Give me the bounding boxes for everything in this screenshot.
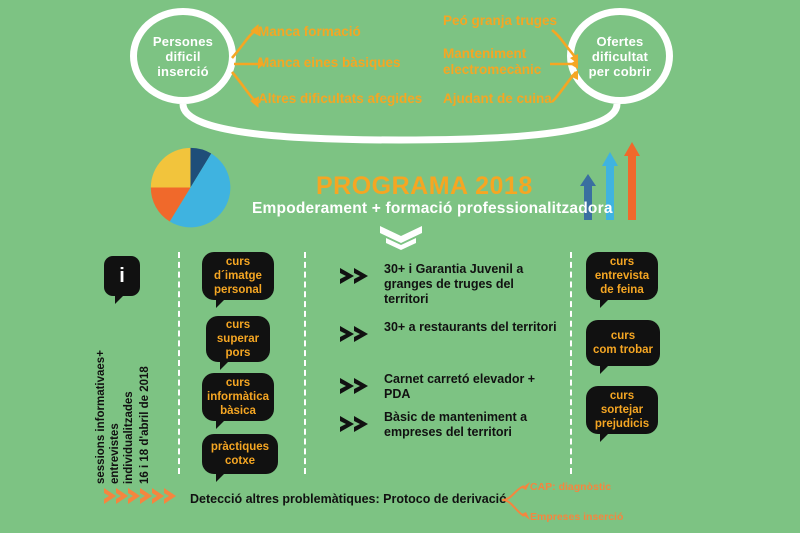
- circle-right-text: [589, 34, 652, 79]
- chevron-down-icon: [376, 224, 426, 252]
- circle-left-line2: dificil: [165, 48, 201, 64]
- vertical-line-3: individualitzades: [123, 391, 135, 484]
- center-item-2: Carnet carretó elevador + PDA: [384, 372, 536, 401]
- speech-tail: [216, 473, 225, 482]
- course-3-line-0: pràctiques: [210, 441, 270, 453]
- course-2-line-2: bàsica: [220, 405, 256, 417]
- chevron-right-icon-2: [338, 324, 378, 344]
- course-r2-line-1: sortejar: [600, 404, 644, 416]
- center-item-3: Bàsic de manteniment a empreses del territori: [384, 410, 528, 439]
- course-box-practiques-cotxe[interactable]: [202, 434, 278, 474]
- program-title: PROGRAMA 2018: [316, 172, 533, 200]
- course-0-line-0: curs: [225, 256, 251, 268]
- course-1-line-0: curs: [225, 319, 251, 331]
- circle-right-line1: Ofertes: [596, 33, 644, 49]
- circle-left-line3: inserció: [157, 63, 209, 79]
- course-r0-line-2: de feina: [600, 284, 644, 296]
- center-item-0: 30+ i Garantia Juvenil a granges de truges del territori: [384, 262, 524, 306]
- course-2-line-1: informàtica: [207, 391, 269, 403]
- vertical-label-dates: [138, 366, 152, 484]
- course-r1-line-1: com trobar: [592, 344, 654, 356]
- vertical-label-individualitzades: [122, 391, 136, 484]
- course-2-line-0: curs: [225, 377, 251, 389]
- course-r2-line-0: curs: [609, 390, 635, 402]
- course-3-line-1: cotxe: [224, 455, 256, 467]
- speech-tail: [115, 295, 124, 304]
- vertical-label-entrevistes: [108, 423, 122, 484]
- course-0-line-1: d´imatge: [214, 270, 262, 282]
- divider-2: [304, 252, 306, 474]
- speech-tail: [600, 299, 609, 308]
- label-altres-dificultats: Altres dificultats afegides: [258, 91, 423, 106]
- vertical-line-4: 16 i 18 d'abril de 2018: [139, 366, 151, 484]
- speech-tail: [600, 365, 609, 374]
- course-box-imatge-personal[interactable]: [202, 252, 274, 300]
- chevron-right-icon-3: [338, 376, 378, 396]
- label-manteniment-electromecanic: [443, 46, 543, 78]
- info-icon-box[interactable]: [104, 256, 140, 296]
- speech-tail: [216, 420, 225, 429]
- label-manca-eines: Manca eines bàsiques: [258, 55, 401, 70]
- label-ajudant-cuina: Ajudant de cuina: [443, 91, 552, 106]
- info-icon: i: [119, 264, 125, 287]
- course-box-com-trobar-ofertes[interactable]: [586, 320, 660, 366]
- label-manca-formacio: Manca formació: [258, 24, 361, 39]
- circle-right-line2: dificultat: [591, 48, 649, 64]
- circle-ofertes-dificultat: [567, 8, 673, 104]
- course-r0-line-1: entrevista: [594, 270, 650, 282]
- course-1-line-1: superar: [216, 333, 260, 345]
- course-r2-line-2: prejudicis: [594, 418, 650, 430]
- circle-left-text: [153, 34, 213, 79]
- circle-right-line3: per cobrir: [588, 63, 652, 79]
- course-0-line-2: personal: [214, 284, 262, 296]
- vertical-line-1: sessions informativaes+: [95, 350, 107, 484]
- divider-1: [178, 252, 180, 474]
- divider-3: [570, 252, 572, 474]
- outcome-empreses-insercio: Empreses inserció: [530, 511, 624, 523]
- course-box-entrevista-feina[interactable]: [586, 252, 658, 300]
- bottom-label: Detecció altres problemàtiques: Protoco de derivació: [190, 492, 507, 506]
- circle-left-line1: Persones: [152, 33, 214, 49]
- speech-tail: [600, 433, 609, 442]
- center-item-1: 30+ a restaurants del territori: [384, 320, 557, 334]
- course-r0-line-0: curs: [609, 256, 635, 268]
- label-peo-granja: Peó granja truges: [443, 13, 558, 28]
- course-1-line-2: pors: [225, 347, 251, 359]
- pie-chart: [143, 145, 238, 230]
- course-box-superar-pors[interactable]: [206, 316, 270, 362]
- outcome-cap-diagnostic: CAP: diagnòstic: [530, 481, 612, 493]
- course-r1-line-0: curs: [610, 330, 636, 342]
- course-box-informatica-basica[interactable]: [202, 373, 274, 421]
- vertical-label-sessions: [94, 350, 108, 484]
- chevrons-right-bottom-icon: [104, 486, 184, 508]
- speech-tail: [220, 361, 229, 370]
- program-subtitle: Empoderament + formació professionalitzadora: [252, 200, 613, 217]
- top-connector-curves: [0, 0, 800, 160]
- chevron-right-icon-1: [338, 266, 378, 286]
- speech-tail: [216, 299, 225, 308]
- vertical-line-2: entrevistes: [109, 423, 121, 484]
- chevron-right-icon-4: [338, 414, 378, 434]
- circle-persones-dificil-insercio: [130, 8, 236, 104]
- label-manteniment-text: Manteniment electromecànic: [443, 46, 542, 77]
- course-box-sortejar-prejudicis[interactable]: [586, 386, 658, 434]
